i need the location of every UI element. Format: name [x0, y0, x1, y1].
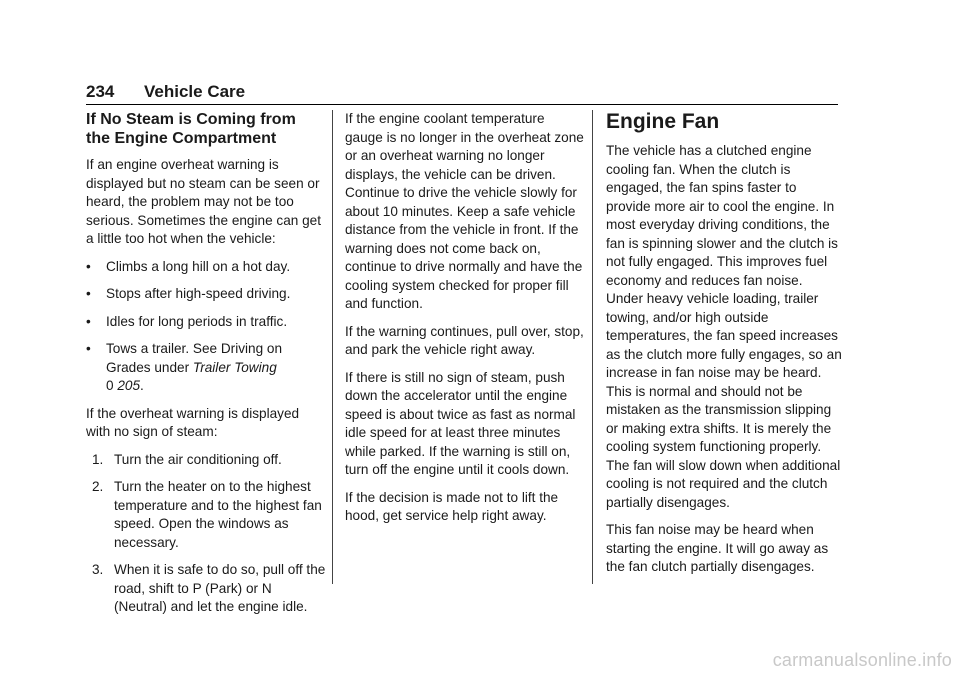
page-ref-number[interactable]: 205	[117, 378, 141, 393]
bullet-text: Stops after high-speed driving.	[106, 286, 291, 301]
column-2	[345, 110, 585, 535]
list-item	[86, 285, 326, 304]
bullet-icon: •	[86, 258, 91, 274]
heading-line-1: If No Steam is Coming from	[86, 111, 296, 128]
column-3	[606, 110, 842, 586]
page-ref-icon: 0	[106, 378, 114, 393]
header-rule	[86, 104, 838, 105]
column-divider-2	[592, 110, 593, 584]
bullet-text-part: Tows a trailer. See	[106, 341, 221, 356]
step-text: Turn the heater on to the highest temperature and to the highest fan speed. Open the windows as necessary.	[114, 479, 322, 550]
step-number: 2.	[92, 479, 104, 494]
bullet-text: Idles for long periods in traffic.	[106, 313, 288, 329]
bullet-icon: •	[86, 286, 91, 301]
step-number: 1.	[92, 451, 104, 467]
page-header	[86, 82, 838, 102]
paragraph: The vehicle has a clutched engine cooling fan. When the clutch is engaged, the fan spins faster to provide more air to cool the engine. In most everyday driving conditions, the fan is spinning slower and the clutch is not fully engaged. This improves fuel economy and reduces fan noise. Under heavy vehicle loading, trailer towing, and/or high outside temperatures, the fan speed increases as the clutch more fully engages, so an increase in fan noise may be heard. This is normal and should not be mistaken as the transmission slipping or making extra shifts. It is merely the cooling system functioning properly. The fan will slow down when additional cooling is not required and the clutch partially disengages.	[606, 143, 842, 510]
watermark: carmanualsonline.info	[772, 650, 952, 670]
list-item	[86, 451, 326, 470]
lead-paragraph: If the overheat warning is displayed with no sign of steam:	[86, 405, 300, 439]
list-item	[86, 478, 326, 552]
paragraph: If the warning continues, pull over, stop, and park the vehicle right away.	[345, 323, 584, 357]
bullet-text-part: under	[150, 359, 193, 375]
trailer-towing-link[interactable]: Trailer Towing	[192, 359, 277, 375]
list-item	[86, 561, 326, 617]
bullet-icon: •	[86, 313, 91, 329]
bullet-text	[106, 340, 326, 396]
list-item	[86, 258, 326, 277]
page-number: 234	[86, 82, 115, 101]
column-1	[86, 110, 326, 626]
section-title: Vehicle Care	[144, 82, 246, 101]
paragraph: If there is still no sign of steam, push down the accelerator until the engine speed is about twice as fast as normal idle speed for at least three minutes while parked. If the warning is still on, turn off the engine until it cools down.	[345, 369, 576, 477]
period: .	[140, 378, 144, 393]
step-number: 3.	[92, 562, 104, 577]
paragraph: This fan noise may be heard when starting the engine. It will go away as the fan clutch partially disengages.	[606, 522, 829, 574]
column-divider-1	[332, 110, 333, 584]
engine-fan-heading: Engine Fan	[606, 110, 720, 133]
bullet-icon: •	[86, 341, 91, 356]
driving-on-grades-link[interactable]: Driving on Grades	[106, 341, 283, 375]
paragraph: If the engine coolant temperature gauge is no longer in the overheat zone or an overheat warning no longer displays, the vehicle can be driven. Continue to drive the vehicle slowly for about 10 minutes. Keep a safe vehicle distance from the vehicle in front. If the warning does not come back on, continue to drive normally and have the cooling system checked for proper fill and function.	[345, 111, 584, 311]
no-steam-heading	[86, 110, 326, 148]
intro-paragraph: If an engine overheat warning is displayed but no steam can be seen or heard, the problem may not be too serious. Sometimes the engine can get a little too hot when the vehicle:	[86, 157, 322, 246]
bullet-text: Climbs a long hill on a hot day.	[106, 258, 291, 274]
heading-line-2: the Engine Compartment	[86, 130, 277, 147]
list-item	[86, 313, 326, 332]
step-text: Turn the air conditioning off.	[114, 451, 282, 467]
list-item	[86, 340, 326, 396]
step-text: When it is safe to do so, pull off the road, shift to P (Park) or N (Neutral) and let the engine idle.	[114, 562, 326, 614]
paragraph: If the decision is made not to lift the hood, get service help right away.	[345, 489, 559, 523]
